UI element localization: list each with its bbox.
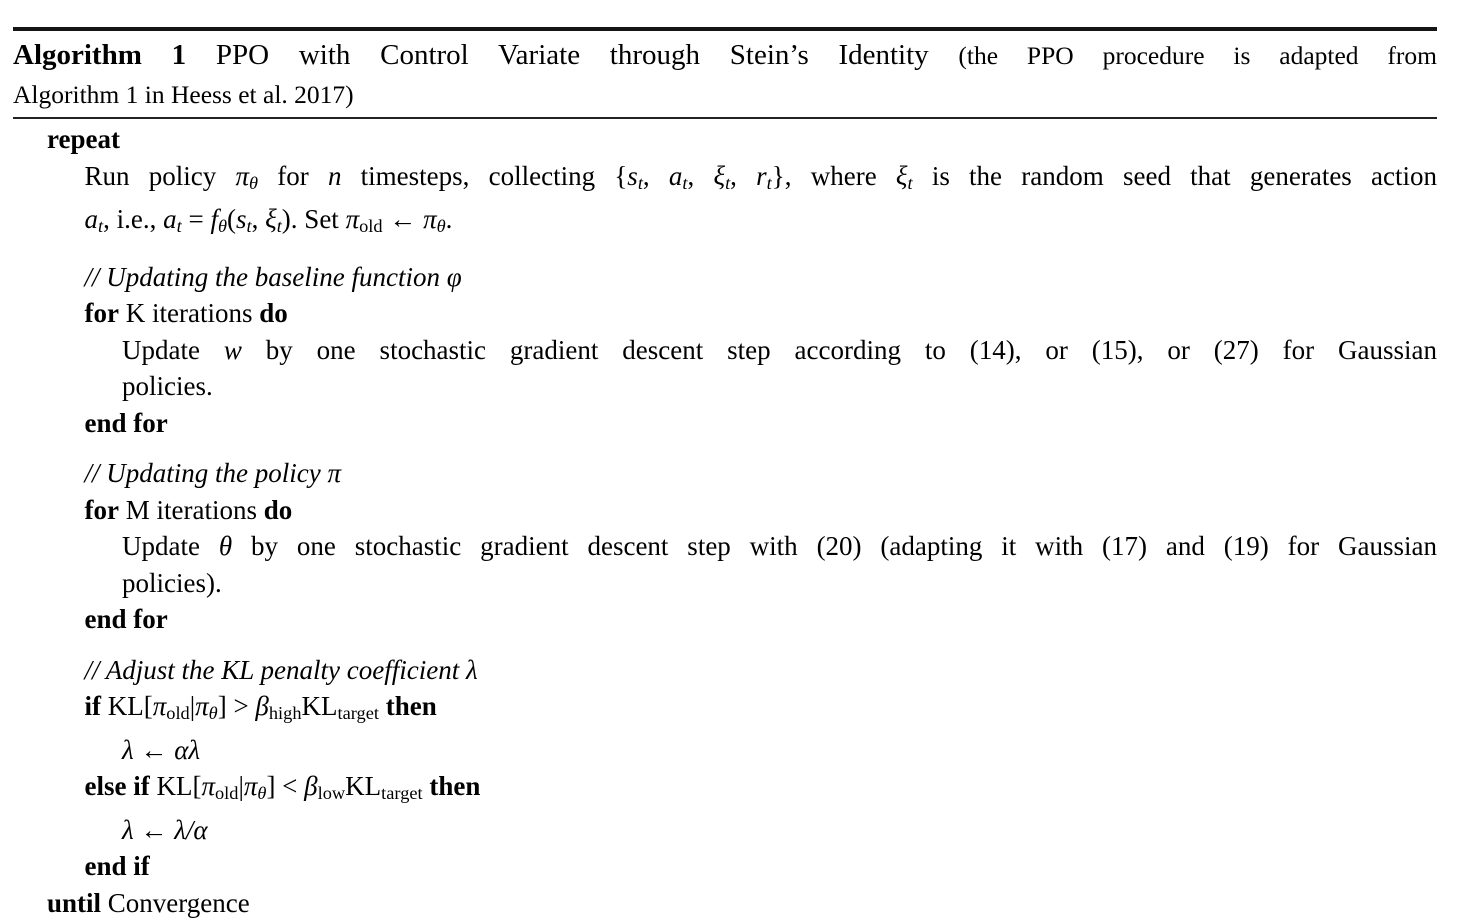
- algo-line-segment: then: [385, 691, 437, 722]
- algo-line-segment: r: [756, 160, 767, 191]
- algo-line-segment: t: [907, 172, 913, 193]
- algo-line-segment: t: [276, 216, 282, 237]
- algo-line: [13, 652, 1437, 689]
- algo-line-segment: ): [281, 204, 291, 235]
- algo-line-segment: s: [236, 204, 247, 235]
- algo-line-segment: θ: [436, 216, 446, 237]
- algo-line-segment: |: [189, 691, 196, 722]
- algo-line-segment: π: [152, 691, 167, 722]
- algo-line-segment: t: [176, 216, 182, 237]
- caption-line-segment: Algorithm 1: [13, 39, 187, 71]
- algo-line-segment: target: [381, 783, 423, 804]
- algo-line-segment: [379, 691, 386, 721]
- algo-line-segment: old: [359, 216, 383, 237]
- algo-line-segment: by one stochastic gradient descent step according to (14), or (15), or (27) for Gaussian: [241, 334, 1438, 365]
- algo-line-segment: end if: [84, 851, 150, 882]
- algo-line-segment: KL: [345, 771, 382, 802]
- algo-line-segment: φ: [446, 261, 462, 292]
- algo-line-segment: policies).: [122, 567, 222, 598]
- algo-line-segment: θ: [208, 703, 218, 724]
- algo-line-segment: a: [668, 160, 683, 191]
- algo-line-segment: λ: [122, 814, 134, 845]
- algo-line-segment: ] >: [217, 691, 256, 722]
- algo-line: [13, 885, 1437, 918]
- algo-line: [13, 259, 1437, 296]
- caption-line-segment: PPO with Control Variate through Stein’s Identity: [186, 39, 959, 71]
- algo-line-segment: is the random seed that generates action: [912, 160, 1438, 191]
- algo-line-segment: ξ: [895, 160, 908, 191]
- algo-line-segment: high: [268, 703, 302, 724]
- algo-line-segment: KL[: [101, 691, 153, 722]
- algo-line: [13, 732, 1437, 769]
- algo-line: [13, 332, 1437, 369]
- algo-line-segment: K iterations: [118, 298, 260, 329]
- algo-line-segment: target: [337, 703, 379, 724]
- algo-line-segment: ←: [133, 814, 175, 845]
- algo-line-segment: (: [227, 204, 236, 235]
- algo-line-segment: for: [84, 298, 119, 329]
- algo-line-segment: t: [246, 216, 252, 237]
- algo-line-segment: old: [215, 783, 239, 804]
- algo-line-segment: ,: [642, 160, 669, 191]
- algo-line-segment: Update: [122, 531, 219, 562]
- algo-line-segment: . Set: [290, 204, 346, 235]
- algo-line-segment: β: [304, 771, 318, 802]
- algo-line-segment: {: [614, 160, 628, 191]
- algo-line-segment: ξ: [265, 204, 277, 235]
- algo-line-segment: by one stochastic gradient descent step with (20) (adapting it with (17) and (19) for Gaussian: [232, 531, 1438, 562]
- algo-line: [13, 455, 1437, 492]
- algo-line-segment: θ: [218, 531, 233, 562]
- algo-line-segment: ,: [251, 204, 266, 235]
- algo-line: [13, 405, 1437, 442]
- algo-line-segment: else if: [84, 771, 150, 802]
- algo-line-segment: then: [429, 771, 481, 802]
- algo-line-segment: repeat: [47, 124, 120, 154]
- algo-line-segment: M iterations: [118, 494, 264, 525]
- algo-line-segment: ←: [382, 204, 424, 235]
- algo-line-segment: π: [243, 771, 258, 802]
- algo-line-segment: π: [345, 204, 360, 235]
- algo-line-segment: KL[: [149, 771, 202, 802]
- algo-line: [13, 688, 1437, 732]
- algo-line-segment: t: [637, 172, 643, 193]
- algo-line: [13, 768, 1437, 812]
- algo-line-segment: |: [238, 771, 244, 802]
- algo-line-segment: t: [766, 172, 772, 193]
- algo-line-segment: Convergence: [101, 887, 250, 918]
- algo-line-segment: .: [445, 204, 453, 235]
- algo-line-segment: // Updating the policy: [84, 458, 328, 489]
- caption-line-segment: Algorithm 1 in Heess et al. 2017): [13, 80, 354, 109]
- algo-line-segment: s: [627, 160, 638, 191]
- algo-line-segment: for: [84, 494, 119, 525]
- algo-line-segment: do: [263, 494, 293, 525]
- algo-line-segment: Run policy: [84, 160, 236, 191]
- algo-line-segment: old: [166, 703, 190, 724]
- algo-line-segment: θ: [248, 172, 259, 193]
- algo-line-segment: π: [195, 691, 209, 722]
- algo-line-segment: Update: [122, 334, 224, 365]
- algo-line-segment: until: [47, 887, 102, 918]
- algo-line: [13, 492, 1437, 529]
- algo-line-segment: timesteps, collecting: [341, 160, 615, 191]
- algo-line-segment: , where: [784, 160, 896, 191]
- algo-line-segment: θ: [217, 216, 227, 237]
- algo-line: [13, 295, 1437, 332]
- algo-line-segment: ,: [687, 160, 714, 191]
- algo-line-segment: , i.e.,: [103, 204, 164, 235]
- algo-line: [13, 565, 1437, 602]
- algo-line-segment: // Adjust the KL penalty coefficient: [84, 654, 466, 685]
- algo-line-segment: t: [725, 172, 731, 193]
- algo-line-segment: a: [163, 204, 177, 235]
- algorithm-caption: [13, 31, 1437, 117]
- algo-line-segment: low: [317, 783, 346, 804]
- caption-line: [13, 36, 1437, 75]
- algo-line-segment: end for: [84, 407, 168, 438]
- algo-line-segment: α: [174, 734, 189, 765]
- algo-line-segment: }: [771, 160, 785, 191]
- algo-line: [13, 601, 1437, 638]
- algo-line-segment: do: [259, 298, 288, 329]
- algo-line: [13, 848, 1437, 885]
- algo-line-segment: λ/α: [174, 814, 208, 845]
- algo-line-segment: π: [423, 204, 437, 235]
- algo-line-segment: t: [98, 216, 104, 237]
- algo-line-segment: λ: [122, 734, 134, 765]
- algo-line-segment: for: [258, 160, 328, 191]
- caption-line-segment: (the PPO procedure is adapted from: [958, 41, 1437, 70]
- algo-line-segment: if: [84, 691, 101, 722]
- algo-line-segment: λ: [465, 654, 478, 685]
- algo-line-segment: t: [682, 172, 688, 193]
- algorithm-box: [13, 27, 1437, 918]
- algo-line: [13, 368, 1437, 405]
- algo-line-segment: π: [201, 771, 215, 802]
- algo-line-segment: KL: [301, 691, 338, 722]
- algo-line-segment: n: [327, 160, 342, 191]
- algo-line: [13, 201, 1437, 245]
- algo-line-segment: θ: [257, 783, 267, 804]
- algo-line-segment: // Updating the baseline function: [84, 261, 447, 292]
- algo-line-segment: policies.: [122, 371, 213, 402]
- algo-line-segment: ξ: [713, 160, 726, 191]
- algo-line-segment: f: [210, 204, 218, 235]
- algo-line-segment: ←: [133, 734, 175, 765]
- algo-line-segment: π: [327, 458, 341, 489]
- algo-line-segment: =: [181, 204, 211, 235]
- algo-line: [13, 812, 1437, 849]
- algo-line: [13, 528, 1437, 565]
- algo-line-segment: w: [223, 334, 242, 365]
- algorithm-body: [13, 119, 1437, 918]
- algo-line: [13, 121, 1437, 158]
- algo-line-segment: ,: [730, 160, 757, 191]
- algo-line-segment: β: [255, 691, 269, 722]
- algo-line-segment: end for: [84, 604, 168, 635]
- algo-line-segment: a: [84, 204, 98, 235]
- algo-line-segment: π: [235, 160, 249, 191]
- algo-line-segment: ] <: [266, 771, 305, 802]
- algo-line-segment: λ: [188, 734, 201, 765]
- caption-line: [13, 75, 1437, 114]
- algo-line: [13, 158, 1437, 202]
